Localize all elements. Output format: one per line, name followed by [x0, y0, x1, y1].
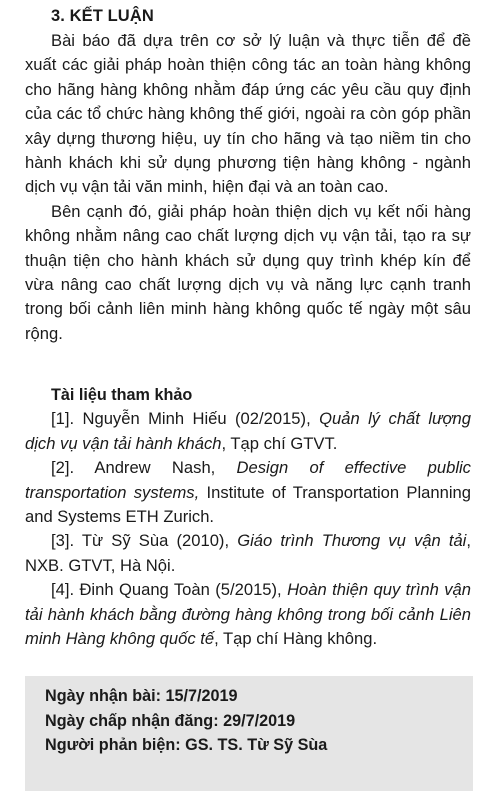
reference-3-title: Giáo trình Thương vụ vận tải: [237, 531, 467, 551]
reference-item-2: [25, 456, 471, 529]
reference-4-prefix: [4]. Đinh Quang Toàn (5/2015),: [51, 580, 288, 600]
reference-item-3: [25, 529, 471, 578]
references-title: Tài liệu tham khảo: [51, 386, 193, 405]
article-column: [25, 4, 471, 651]
reference-3-prefix: [3]. Từ Sỹ Sùa (2010),: [51, 531, 238, 551]
conclusion-paragraph-2: Bên cạnh đó, giải pháp hoàn thiện dịch vụ kết nối hàng không nhằm nâng cao chất lượng dịch vụ vận tải, tạo ra sự thuận tiện cho hành khách sử dụng quy trình khép kín để vừa nâng cao chất lượng dịch vụ và năng lực cạnh tranh trong bối cảnh liên minh hàng không quốc tế ngày một sâu rộng.: [25, 201, 471, 343]
reference-2-suffix: Institute of Transportation Planning and Systems ETH Zurich.: [25, 482, 471, 526]
conclusion-paragraph-1: Bài báo đã dựa trên cơ sở lý luận và thực tiễn để đề xuất các giải pháp hoàn thiện công tác an toàn hàng không cho hãng hàng không nhằm đáp ứng các yêu cầu quy định của các tổ chức hàng không thế giới, ngoài ra còn góp phần xây dựng thương hiệu, uy tín cho hãng và tạo niềm tin cho hành khách khi sử dụng phương tiện hàng không - ngành dịch vụ vận tải văn minh, hiện đại và an toàn cao.: [25, 31, 471, 197]
reference-4-title: Hoàn thiện quy trình vận tải hành khách bằng đường hàng không trong bối cảnh Liên minh Hàng không quốc tế: [25, 580, 471, 648]
reference-item-1: [25, 407, 471, 456]
article-info-box: [25, 676, 473, 791]
reference-1-title: Quản lý chất lượng dịch vụ vận tải hành khách: [25, 409, 472, 453]
reference-2-prefix: [2]. Andrew Nash,: [51, 458, 237, 478]
section-title-conclusion: 3. KẾT LUẬN: [51, 7, 154, 25]
reference-item-4: [25, 578, 471, 651]
reviewer-name: Người phản biện: GS. TS. Từ Sỹ Sùa: [45, 736, 328, 754]
reference-3-suffix: , NXB. GTVT, Hà Nội.: [25, 531, 471, 575]
reference-4-suffix: , Tạp chí Hàng không.: [214, 628, 378, 648]
reference-1-prefix: [1]. Nguyễn Minh Hiếu (02/2015),: [51, 409, 320, 429]
received-date: Ngày nhận bài: 15/7/2019: [45, 687, 238, 705]
reference-1-suffix: , Tạp chí GTVT.: [221, 433, 338, 453]
reference-2-title: Design of effective public transportation systems,: [25, 458, 471, 502]
accepted-date: Ngày chấp nhận đăng: 29/7/2019: [45, 711, 296, 730]
